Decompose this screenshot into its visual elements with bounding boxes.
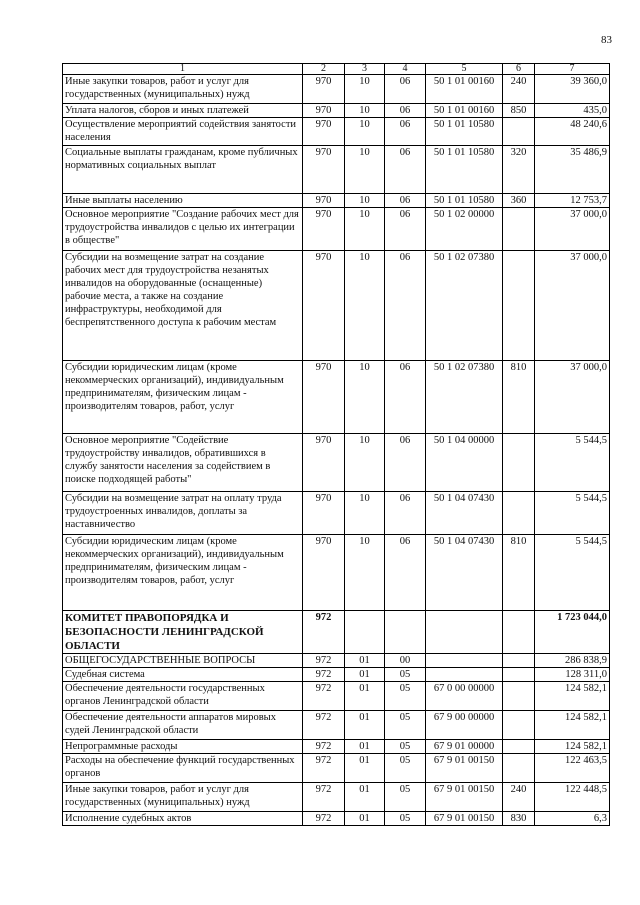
column-header: 2 xyxy=(303,64,345,75)
cell-section: 01 xyxy=(345,783,385,812)
cell-amount: 5 544,5 xyxy=(535,434,610,492)
cell-section: 10 xyxy=(345,104,385,118)
cell-amount: 37 000,0 xyxy=(535,361,610,434)
cell-expense-type xyxy=(503,434,535,492)
cell-section: 01 xyxy=(345,754,385,783)
table-row xyxy=(63,682,610,711)
table-row xyxy=(63,654,610,668)
table-row xyxy=(63,711,610,740)
cell-expense-type: 360 xyxy=(503,194,535,208)
cell-amount: 124 582,1 xyxy=(535,711,610,740)
budget-table xyxy=(62,63,610,826)
cell-amount: 435,0 xyxy=(535,104,610,118)
cell-description: Основное мероприятие "Содействие трудоустройству инвалидов, обратившихся в службу занятости населения за содействием в поиске подходящей работы" xyxy=(63,434,303,492)
cell-description: Расходы на обеспечение функций государственных органов xyxy=(63,754,303,783)
cell-amount: 37 000,0 xyxy=(535,251,610,361)
cell-subsection: 06 xyxy=(385,75,426,104)
cell-expense-type xyxy=(503,668,535,682)
cell-ministry-code: 972 xyxy=(303,654,345,668)
table-row xyxy=(63,535,610,611)
cell-description: Основное мероприятие "Создание рабочих мест для трудоустройства инвалидов с целью их интеграции в обществе" xyxy=(63,208,303,251)
cell-description: Непрограммные расходы xyxy=(63,740,303,754)
table-row-section-header xyxy=(63,611,610,654)
cell-ministry-code: 972 xyxy=(303,783,345,812)
cell-description: КОМИТЕТ ПРАВОПОРЯДКА И БЕЗОПАСНОСТИ ЛЕНИНГРАДСКОЙ ОБЛАСТИ xyxy=(63,611,303,654)
cell-amount: 128 311,0 xyxy=(535,668,610,682)
cell-section: 10 xyxy=(345,535,385,611)
cell-expense-type: 240 xyxy=(503,783,535,812)
cell-amount: 124 582,1 xyxy=(535,740,610,754)
cell-description: Субсидии на возмещение затрат на оплату труда трудоустроенных инвалидов, доплаты за наставничество xyxy=(63,492,303,535)
table-row xyxy=(63,251,610,361)
cell-subsection: 06 xyxy=(385,208,426,251)
cell-target-code: 50 1 02 07380 xyxy=(426,361,503,434)
cell-ministry-code: 970 xyxy=(303,75,345,104)
cell-description: Обеспечение деятельности государственных органов Ленинградской области xyxy=(63,682,303,711)
cell-description: Исполнение судебных актов xyxy=(63,812,303,826)
cell-subsection: 06 xyxy=(385,118,426,146)
cell-target-code: 50 1 01 10580 xyxy=(426,194,503,208)
cell-section: 01 xyxy=(345,654,385,668)
cell-expense-type xyxy=(503,208,535,251)
cell-expense-type: 850 xyxy=(503,104,535,118)
cell-target-code: 67 9 01 00150 xyxy=(426,812,503,826)
cell-amount: 5 544,5 xyxy=(535,492,610,535)
table-row xyxy=(63,361,610,434)
cell-section: 10 xyxy=(345,194,385,208)
cell-target-code: 50 1 01 10580 xyxy=(426,118,503,146)
cell-amount: 122 448,5 xyxy=(535,783,610,812)
table-row xyxy=(63,194,610,208)
cell-target-code xyxy=(426,654,503,668)
cell-expense-type xyxy=(503,740,535,754)
cell-description: Иные выплаты населению xyxy=(63,194,303,208)
cell-section: 10 xyxy=(345,251,385,361)
cell-amount: 1 723 044,0 xyxy=(535,611,610,654)
table-row xyxy=(63,118,610,146)
cell-expense-type xyxy=(503,654,535,668)
cell-subsection: 06 xyxy=(385,194,426,208)
cell-section: 10 xyxy=(345,118,385,146)
column-header: 5 xyxy=(426,64,503,75)
cell-target-code: 67 0 00 00000 xyxy=(426,682,503,711)
cell-description: ОБЩЕГОСУДАРСТВЕННЫЕ ВОПРОСЫ xyxy=(63,654,303,668)
cell-subsection: 05 xyxy=(385,740,426,754)
cell-expense-type: 320 xyxy=(503,146,535,194)
cell-subsection: 05 xyxy=(385,682,426,711)
cell-subsection: 06 xyxy=(385,492,426,535)
cell-section: 01 xyxy=(345,740,385,754)
cell-target-code: 67 9 00 00000 xyxy=(426,711,503,740)
cell-ministry-code: 972 xyxy=(303,682,345,711)
cell-expense-type xyxy=(503,682,535,711)
cell-ministry-code: 970 xyxy=(303,104,345,118)
cell-expense-type xyxy=(503,711,535,740)
table-row xyxy=(63,104,610,118)
cell-target-code: 50 1 01 10580 xyxy=(426,146,503,194)
cell-target-code: 50 1 01 00160 xyxy=(426,75,503,104)
cell-amount: 286 838,9 xyxy=(535,654,610,668)
cell-expense-type xyxy=(503,754,535,783)
cell-description: Социальные выплаты гражданам, кроме публичных нормативных социальных выплат xyxy=(63,146,303,194)
cell-target-code: 50 1 02 07380 xyxy=(426,251,503,361)
cell-subsection: 05 xyxy=(385,812,426,826)
cell-target-code: 67 9 01 00150 xyxy=(426,783,503,812)
cell-description: Субсидии юридическим лицам (кроме некоммерческих организаций), индивидуальным предпринимателям, физическим лицам - производителям товаров, работ, услуг xyxy=(63,535,303,611)
cell-subsection xyxy=(385,611,426,654)
cell-description: Обеспечение деятельности аппаратов мировых судей Ленинградской области xyxy=(63,711,303,740)
cell-description: Субсидии юридическим лицам (кроме некоммерческих организаций), индивидуальным предпринимателям, физическим лицам - производителям товаров, работ, услуг xyxy=(63,361,303,434)
column-header: 3 xyxy=(345,64,385,75)
cell-subsection: 06 xyxy=(385,104,426,118)
cell-expense-type xyxy=(503,251,535,361)
cell-amount: 39 360,0 xyxy=(535,75,610,104)
cell-target-code xyxy=(426,668,503,682)
table-row xyxy=(63,434,610,492)
cell-ministry-code: 970 xyxy=(303,434,345,492)
cell-subsection: 05 xyxy=(385,711,426,740)
cell-expense-type: 240 xyxy=(503,75,535,104)
cell-ministry-code: 970 xyxy=(303,118,345,146)
cell-subsection: 06 xyxy=(385,146,426,194)
cell-description: Осуществление мероприятий содействия занятости населения xyxy=(63,118,303,146)
cell-ministry-code: 972 xyxy=(303,754,345,783)
cell-subsection: 05 xyxy=(385,783,426,812)
table-row xyxy=(63,812,610,826)
cell-description: Уплата налогов, сборов и иных платежей xyxy=(63,104,303,118)
table-row xyxy=(63,783,610,812)
cell-target-code xyxy=(426,611,503,654)
cell-ministry-code: 970 xyxy=(303,251,345,361)
cell-subsection: 00 xyxy=(385,654,426,668)
cell-section: 10 xyxy=(345,492,385,535)
table-row xyxy=(63,75,610,104)
cell-expense-type xyxy=(503,118,535,146)
cell-target-code: 50 1 04 00000 xyxy=(426,434,503,492)
cell-target-code: 67 9 01 00000 xyxy=(426,740,503,754)
cell-amount: 6,3 xyxy=(535,812,610,826)
cell-subsection: 06 xyxy=(385,434,426,492)
cell-amount: 37 000,0 xyxy=(535,208,610,251)
column-header: 4 xyxy=(385,64,426,75)
cell-description: Судебная система xyxy=(63,668,303,682)
cell-subsection: 06 xyxy=(385,535,426,611)
cell-expense-type: 810 xyxy=(503,535,535,611)
cell-section: 01 xyxy=(345,682,385,711)
cell-subsection: 05 xyxy=(385,754,426,783)
cell-section: 01 xyxy=(345,668,385,682)
cell-ministry-code: 972 xyxy=(303,711,345,740)
cell-target-code: 50 1 04 07430 xyxy=(426,492,503,535)
cell-ministry-code: 970 xyxy=(303,535,345,611)
cell-expense-type: 810 xyxy=(503,361,535,434)
cell-amount: 35 486,9 xyxy=(535,146,610,194)
table-row xyxy=(63,208,610,251)
cell-section: 01 xyxy=(345,812,385,826)
cell-ministry-code: 970 xyxy=(303,361,345,434)
cell-target-code: 67 9 01 00150 xyxy=(426,754,503,783)
cell-description: Субсидии на возмещение затрат на создание рабочих мест для трудоустройства незанятых инвалидов на оборудованные (оснащенные) рабочие места, а также на создание инфраструктуры, необходимой для беспрепятственного доступа к рабочим местам xyxy=(63,251,303,361)
cell-ministry-code: 972 xyxy=(303,812,345,826)
table-row xyxy=(63,492,610,535)
table-row xyxy=(63,740,610,754)
cell-ministry-code: 970 xyxy=(303,146,345,194)
cell-description: Иные закупки товаров, работ и услуг для государственных (муниципальных) нужд xyxy=(63,783,303,812)
cell-target-code: 50 1 01 00160 xyxy=(426,104,503,118)
cell-ministry-code: 972 xyxy=(303,611,345,654)
table-header-row xyxy=(63,64,610,75)
cell-amount: 122 463,5 xyxy=(535,754,610,783)
cell-amount: 124 582,1 xyxy=(535,682,610,711)
cell-section: 10 xyxy=(345,361,385,434)
cell-ministry-code: 972 xyxy=(303,668,345,682)
cell-expense-type xyxy=(503,611,535,654)
cell-ministry-code: 970 xyxy=(303,194,345,208)
cell-description: Иные закупки товаров, работ и услуг для государственных (муниципальных) нужд xyxy=(63,75,303,104)
cell-expense-type xyxy=(503,492,535,535)
cell-amount: 5 544,5 xyxy=(535,535,610,611)
cell-subsection: 05 xyxy=(385,668,426,682)
cell-section: 10 xyxy=(345,75,385,104)
cell-target-code: 50 1 02 00000 xyxy=(426,208,503,251)
cell-section: 01 xyxy=(345,711,385,740)
table-row xyxy=(63,146,610,194)
cell-subsection: 06 xyxy=(385,251,426,361)
cell-ministry-code: 970 xyxy=(303,492,345,535)
cell-section: 10 xyxy=(345,208,385,251)
column-header: 7 xyxy=(535,64,610,75)
table-row xyxy=(63,668,610,682)
cell-amount: 12 753,7 xyxy=(535,194,610,208)
cell-section: 10 xyxy=(345,146,385,194)
cell-subsection: 06 xyxy=(385,361,426,434)
page-number: 83 xyxy=(601,34,612,46)
cell-section: 10 xyxy=(345,434,385,492)
column-header: 6 xyxy=(503,64,535,75)
cell-ministry-code: 970 xyxy=(303,208,345,251)
cell-expense-type: 830 xyxy=(503,812,535,826)
cell-section xyxy=(345,611,385,654)
cell-target-code: 50 1 04 07430 xyxy=(426,535,503,611)
cell-amount: 48 240,6 xyxy=(535,118,610,146)
table-row xyxy=(63,754,610,783)
cell-ministry-code: 972 xyxy=(303,740,345,754)
column-header: 1 xyxy=(63,64,303,75)
